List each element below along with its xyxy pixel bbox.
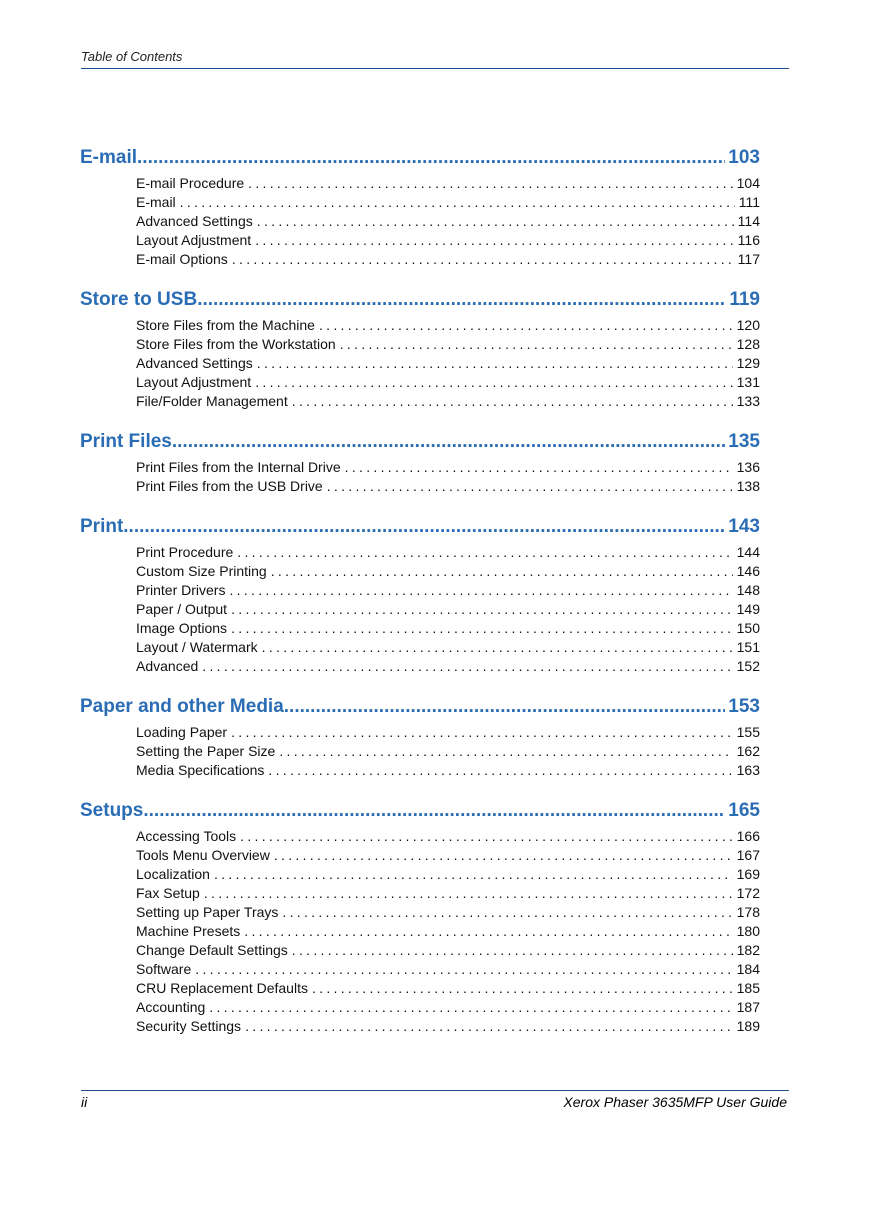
entry-label: Advanced Settings (136, 355, 253, 371)
entry-page-number: 185 (736, 980, 760, 996)
toc-section-heading[interactable] (80, 514, 760, 540)
toc-entries (136, 723, 760, 780)
entry-page-number: 131 (736, 374, 760, 390)
dot-leader (341, 458, 733, 477)
entry-page-number: 120 (736, 317, 760, 333)
entry-label: Fax Setup (136, 885, 200, 901)
entry-page-number: 172 (736, 885, 760, 901)
entry-page-number: 182 (736, 942, 760, 958)
toc-section-heading[interactable] (80, 145, 760, 171)
entry-page-number: 166 (736, 828, 760, 844)
dot-leader (205, 998, 732, 1017)
entry-page-number: 104 (736, 175, 760, 191)
toc-entry[interactable] (136, 922, 760, 941)
dot-leader (264, 761, 732, 780)
dot-leader (228, 250, 734, 269)
entry-label: Layout Adjustment (136, 374, 252, 390)
entry-page-number: 148 (736, 582, 760, 598)
section-title: Paper and other Media (80, 696, 284, 717)
toc-entry[interactable] (136, 998, 760, 1017)
section-title: Print Files (80, 431, 172, 452)
toc-entries (136, 174, 760, 269)
toc-entry[interactable] (136, 941, 760, 960)
toc-entry[interactable] (136, 250, 760, 269)
toc-entry[interactable] (136, 174, 760, 193)
dot-leader (244, 174, 732, 193)
entry-label: Printer Drivers (136, 582, 226, 598)
entry-label: Setting up Paper Trays (136, 904, 279, 920)
entry-page-number: 116 (737, 232, 760, 248)
entry-label: Store Files from the Workstation (136, 336, 336, 352)
toc-entry[interactable] (136, 723, 760, 742)
dot-leader (308, 979, 733, 998)
section-page-number: 119 (729, 289, 760, 310)
entry-label: E-mail Procedure (136, 175, 245, 191)
entry-page-number: 133 (736, 393, 760, 409)
entry-label: Advanced (136, 658, 199, 674)
entry-label: Change Default Settings (136, 942, 288, 958)
entry-label: File/Folder Management (136, 393, 288, 409)
section-title: Setups (80, 800, 144, 821)
toc-entry[interactable] (136, 193, 760, 212)
toc-section-heading[interactable] (80, 287, 760, 313)
toc-entry[interactable] (136, 562, 760, 581)
footer-page-number: ii (81, 1094, 88, 1110)
entry-label: Accessing Tools (136, 828, 237, 844)
entry-label: Layout / Watermark (136, 639, 258, 655)
toc-entry[interactable] (136, 335, 760, 354)
toc-entry[interactable] (136, 212, 760, 231)
section-page-number: 143 (728, 516, 760, 537)
section-page-number: 153 (728, 696, 760, 717)
entry-label: Layout Adjustment (136, 232, 252, 248)
dot-leader (241, 1017, 733, 1036)
toc-entry[interactable] (136, 657, 760, 676)
entry-label: Image Options (136, 620, 228, 636)
entry-label: Tools Menu Overview (136, 847, 270, 863)
dot-leader (236, 827, 733, 846)
entry-label: Media Specifications (136, 762, 265, 778)
toc-entry[interactable] (136, 458, 760, 477)
entry-page-number: 117 (737, 251, 760, 267)
entry-label: Software (136, 961, 192, 977)
dot-leader (278, 903, 732, 922)
dot-leader (267, 562, 733, 581)
toc-entry[interactable] (136, 543, 760, 562)
toc-entry[interactable] (136, 960, 760, 979)
dot-leader (253, 212, 734, 231)
entry-label: Print Procedure (136, 544, 234, 560)
toc-section-heading[interactable] (80, 798, 760, 824)
entry-label: Loading Paper (136, 724, 228, 740)
section-page-number: 165 (728, 800, 760, 821)
entry-page-number: 163 (736, 762, 760, 778)
toc-entry[interactable] (136, 392, 760, 411)
entry-page-number: 128 (736, 336, 760, 352)
toc-entry[interactable] (136, 846, 760, 865)
dot-leader (270, 846, 733, 865)
toc-entry[interactable] (136, 865, 760, 884)
toc-entries (136, 458, 760, 496)
dot-leader (315, 316, 733, 335)
toc-section-heading[interactable] (80, 429, 760, 455)
footer-divider (81, 1090, 789, 1091)
table-of-contents (80, 145, 760, 1054)
entry-label: E-mail (136, 194, 176, 210)
entry-page-number: 151 (736, 639, 760, 655)
entry-label: Print Files from the Internal Drive (136, 459, 341, 475)
toc-entry[interactable] (136, 827, 760, 846)
toc-entries (136, 316, 760, 411)
dot-leader (200, 884, 733, 903)
page-header-title: Table of Contents (81, 49, 183, 64)
entry-page-number: 114 (737, 213, 760, 229)
entry-page-number: 184 (736, 961, 760, 977)
entry-page-number: 129 (736, 355, 760, 371)
dot-leader (227, 619, 733, 638)
section-title: Store to USB (80, 289, 198, 310)
entry-label: Print Files from the USB Drive (136, 478, 323, 494)
entry-label: Machine Presets (136, 923, 241, 939)
dot-leader (197, 287, 726, 313)
toc-entry[interactable] (136, 903, 760, 922)
entry-page-number: 146 (736, 563, 760, 579)
entry-label: Custom Size Printing (136, 563, 267, 579)
toc-entry[interactable] (136, 979, 760, 998)
entry-page-number: 162 (736, 743, 760, 759)
dot-leader (233, 543, 732, 562)
toc-entry[interactable] (136, 316, 760, 335)
entry-label: Paper / Output (136, 601, 228, 617)
toc-entry[interactable] (136, 1017, 760, 1036)
entry-page-number: 138 (736, 478, 760, 494)
toc-entries (136, 543, 760, 676)
dot-leader (284, 694, 726, 720)
entry-label: Security Settings (136, 1018, 242, 1034)
dot-leader (251, 373, 732, 392)
dot-leader (137, 145, 725, 171)
dot-leader (288, 941, 733, 960)
entry-label: Setting the Paper Size (136, 743, 276, 759)
toc-entry[interactable] (136, 761, 760, 780)
toc-section-setups (80, 798, 760, 1036)
dot-leader (251, 231, 733, 250)
entry-page-number: 111 (738, 194, 760, 210)
entry-page-number: 189 (736, 1018, 760, 1034)
entry-page-number: 169 (736, 866, 760, 882)
entry-page-number: 149 (736, 601, 760, 617)
toc-entry[interactable] (136, 477, 760, 496)
entry-label: Advanced Settings (136, 213, 253, 229)
dot-leader (275, 742, 732, 761)
toc-entry[interactable] (136, 581, 760, 600)
entry-page-number: 152 (736, 658, 760, 674)
toc-entry[interactable] (136, 884, 760, 903)
toc-entry[interactable] (136, 619, 760, 638)
entry-page-number: 167 (736, 847, 760, 863)
dot-leader (123, 514, 725, 540)
section-page-number: 135 (728, 431, 760, 452)
entry-page-number: 144 (736, 544, 760, 560)
entry-label: Accounting (136, 999, 206, 1015)
dot-leader (210, 865, 733, 884)
toc-entry[interactable] (136, 373, 760, 392)
section-page-number: 103 (728, 147, 760, 168)
toc-entry[interactable] (136, 638, 760, 657)
dot-leader (143, 798, 725, 824)
dot-leader (176, 193, 735, 212)
toc-entry[interactable] (136, 742, 760, 761)
entry-page-number: 155 (736, 724, 760, 740)
toc-section-email (80, 145, 760, 269)
dot-leader (198, 657, 732, 676)
dot-leader (336, 335, 733, 354)
entry-page-number: 136 (736, 459, 760, 475)
dot-leader (258, 638, 733, 657)
dot-leader (172, 429, 725, 455)
toc-entry[interactable] (136, 354, 760, 373)
entry-page-number: 178 (736, 904, 760, 920)
toc-section-store-to-usb (80, 287, 760, 411)
entry-page-number: 187 (736, 999, 760, 1015)
entry-page-number: 180 (736, 923, 760, 939)
dot-leader (227, 600, 733, 619)
toc-entry[interactable] (136, 600, 760, 619)
dot-leader (288, 392, 733, 411)
header-divider (81, 68, 789, 69)
toc-entries (136, 827, 760, 1036)
entry-label: E-mail Options (136, 251, 228, 267)
footer-guide-title: Xerox Phaser 3635MFP User Guide (563, 1094, 787, 1110)
entry-page-number: 150 (736, 620, 760, 636)
dot-leader (227, 723, 733, 742)
dot-leader (225, 581, 732, 600)
toc-section-print-files (80, 429, 760, 496)
dot-leader (240, 922, 732, 941)
entry-label: Localization (136, 866, 210, 882)
toc-section-heading[interactable] (80, 694, 760, 720)
toc-section-paper-and-media (80, 694, 760, 780)
dot-leader (191, 960, 732, 979)
dot-leader (253, 354, 733, 373)
section-title: Print (80, 516, 124, 537)
toc-section-print (80, 514, 760, 676)
toc-entry[interactable] (136, 231, 760, 250)
section-title: E-mail (80, 147, 138, 168)
entry-label: CRU Replacement Defaults (136, 980, 308, 996)
dot-leader (323, 477, 733, 496)
entry-label: Store Files from the Machine (136, 317, 315, 333)
